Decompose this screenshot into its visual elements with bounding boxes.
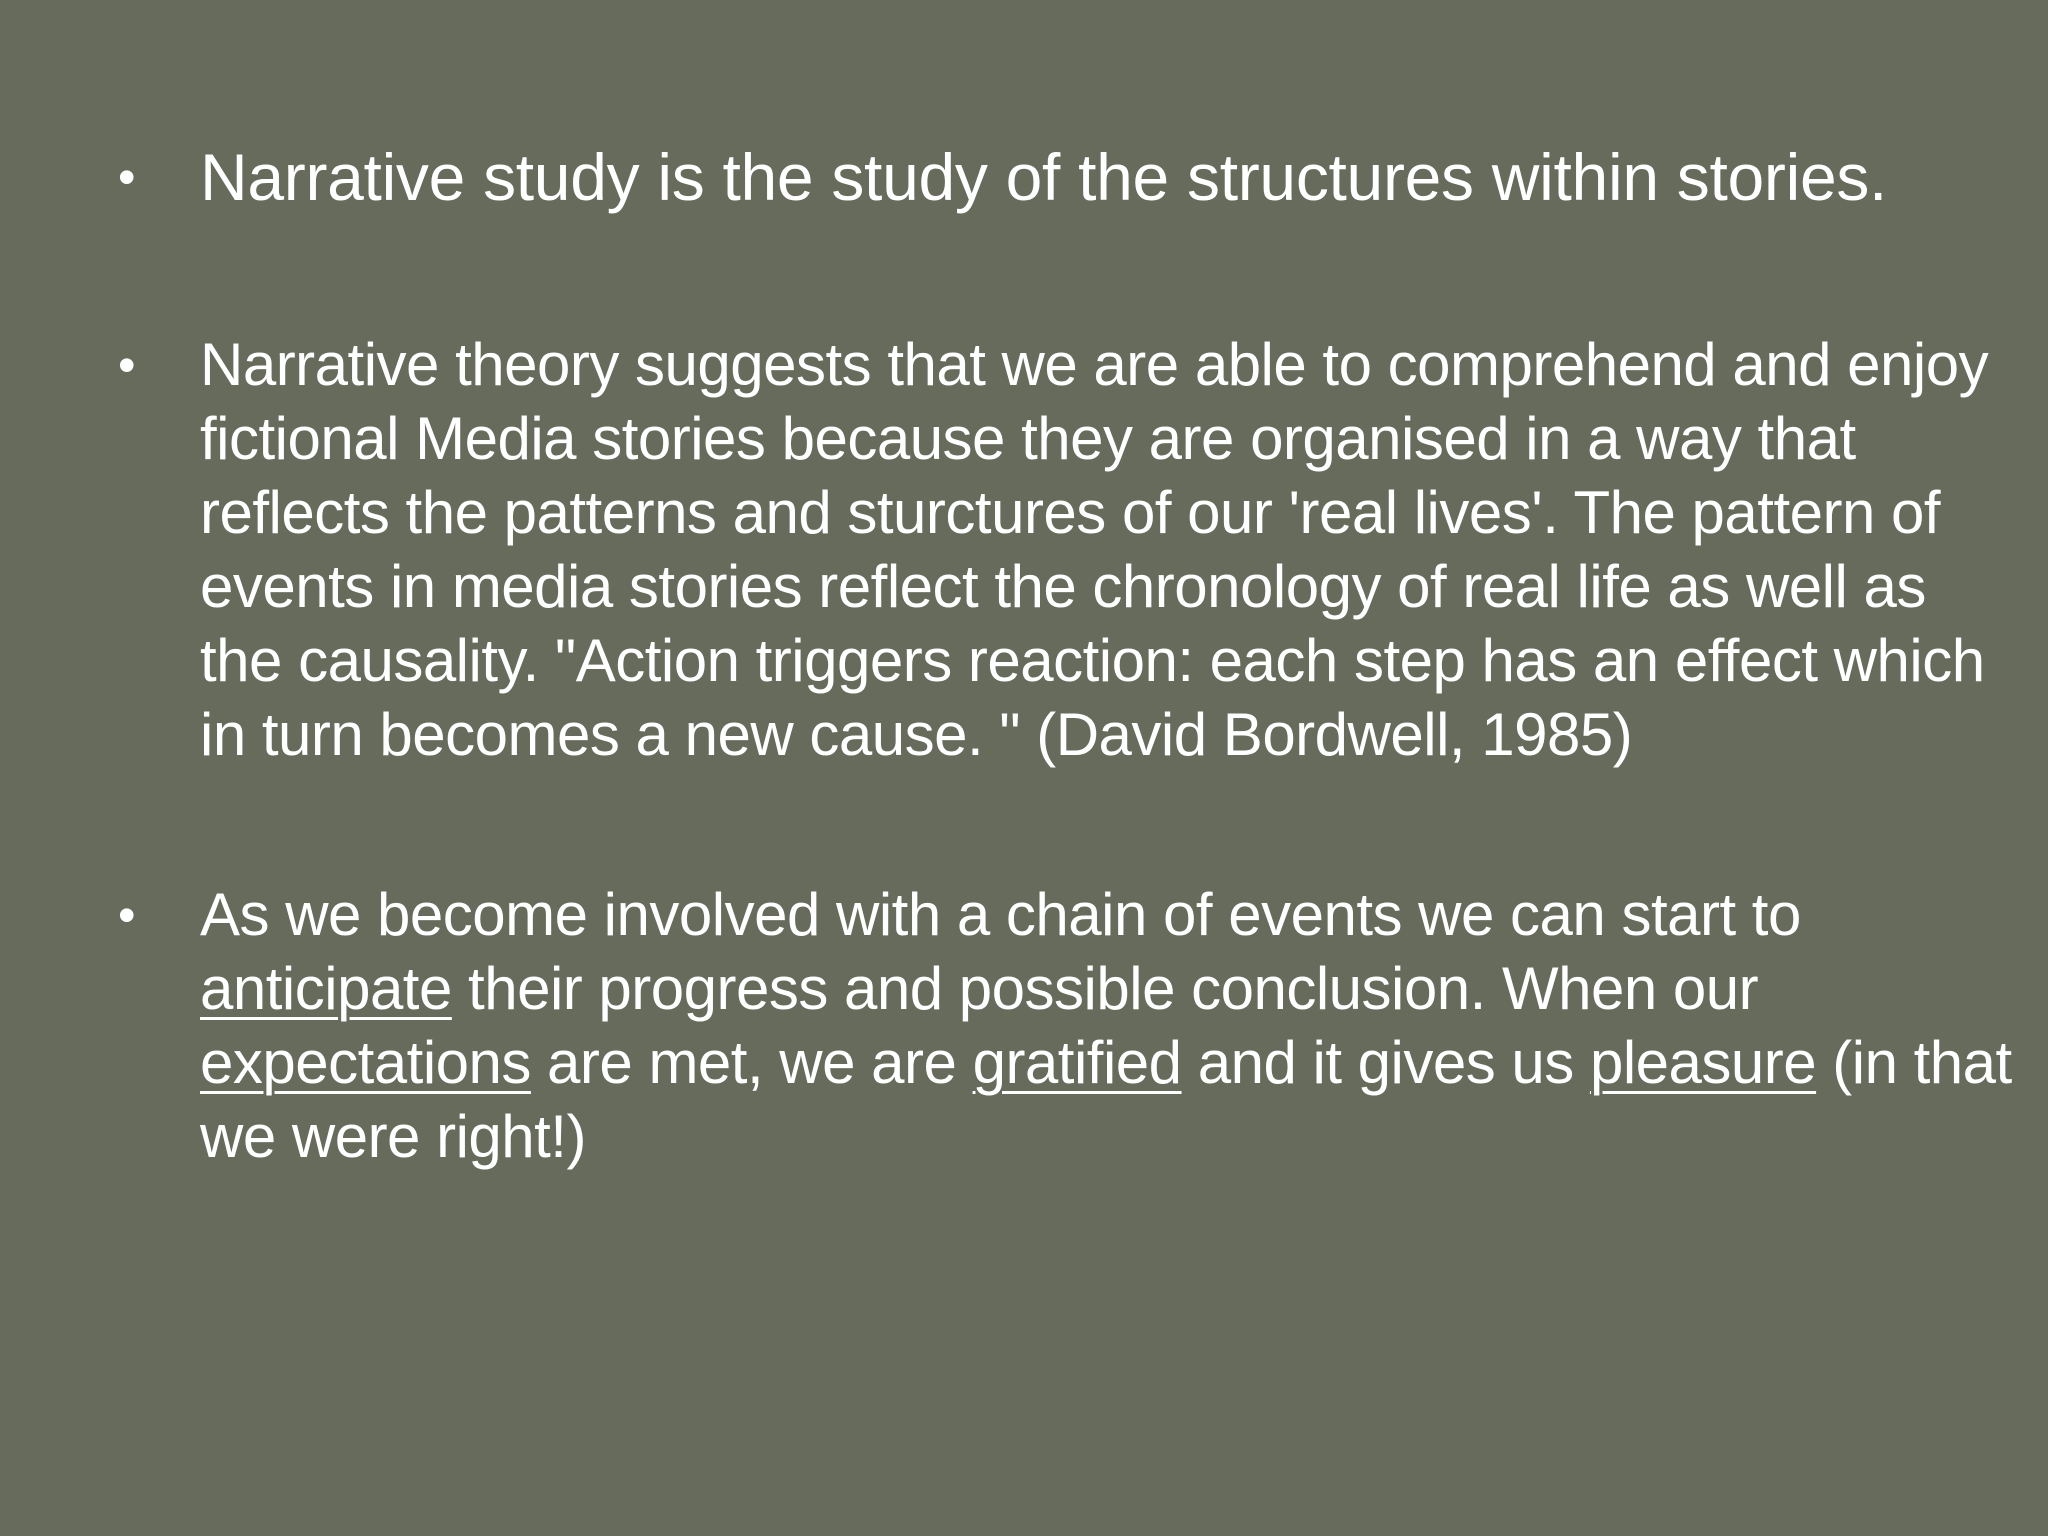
bullet-text-2 — [200, 328, 1989, 772]
bullet-2-line-4: events in media stories reflect the chronology of real life as well as — [200, 553, 1926, 620]
bullet-dot-icon: • — [118, 887, 136, 943]
bullet-2-line-3: reflects the patterns and sturctures of our 'real lives'. The pattern of — [200, 479, 1941, 546]
underlined-anticipate: anticipate — [200, 955, 452, 1022]
bullet-2-line-5: the causality. "Action triggers reaction: each step has an effect which — [200, 627, 1985, 694]
bullet-3-line-2-rest: their progress and possible conclusion. When our — [451, 955, 1759, 1022]
bullet-3-line-3-text-2: and it gives us — [1181, 1029, 1590, 1096]
bullet-2-line-2: fictional Media stories because they are organised in a way that — [200, 405, 1856, 472]
bullet-dot-icon: • — [118, 337, 136, 393]
underlined-gratified: gratified — [972, 1029, 1182, 1096]
bullet-2-line-1: Narrative theory suggests that we are able to comprehend and enjoy — [200, 331, 1989, 398]
bullet-dot-icon: • — [118, 149, 136, 205]
bullet-text-1 — [200, 140, 1960, 214]
bullet-3-line-3 — [200, 1026, 2012, 1100]
bullet-2-line-6: in turn becomes a new cause. " (David Bordwell, 1985) — [200, 701, 1633, 768]
bullet-3-line-1: As we become involved with a chain of events we can start to — [200, 881, 1801, 948]
bullet-1-line-1: Narrative study is the study of the structures within stories. — [200, 140, 1888, 214]
underlined-expectations: expectations — [200, 1029, 531, 1096]
bullet-text-3 — [200, 878, 2012, 1174]
bullet-3-line-3-text-3: (in that — [1816, 1029, 2012, 1096]
bullet-3-line-3-text-1: are met, we are — [530, 1029, 973, 1096]
bullet-3-line-2 — [200, 952, 1960, 1026]
bullet-3-line-4: we were right!) — [200, 1103, 586, 1170]
underlined-pleasure: pleasure — [1589, 1029, 1817, 1096]
